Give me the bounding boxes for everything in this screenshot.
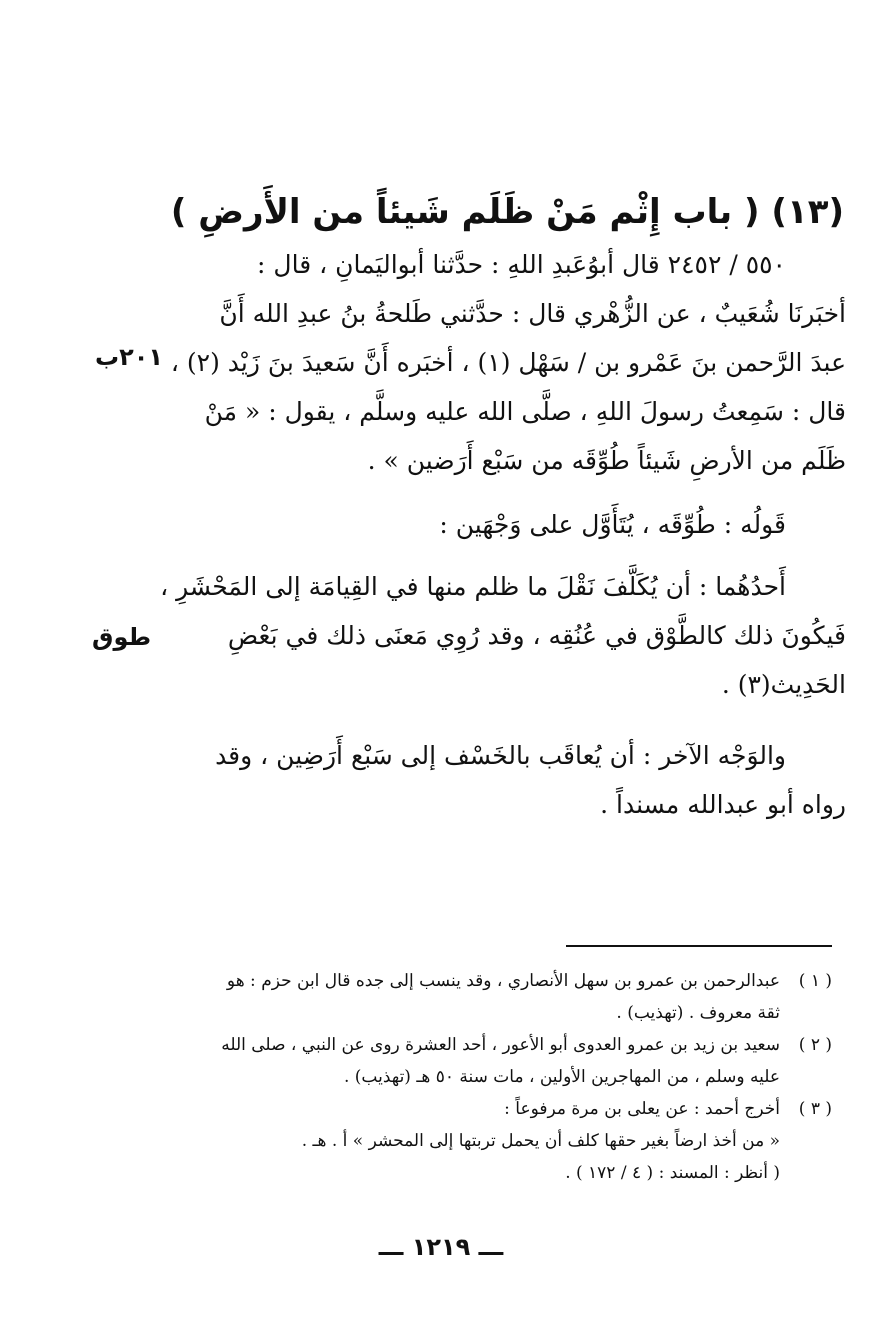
- footnote-text: [132, 1093, 780, 1189]
- second-interpretation: [86, 731, 846, 829]
- hadith-line: قال : سَمِعتُ رسولَ اللهِ ، صلَّى الله عليه وسلَّم ، يقول : « مَنْ: [204, 397, 846, 426]
- footnote-line: عبدالرحمن بن عمرو بن سهل الأنصاري ، وقد ينسب إلى جده قال ابن حزم : هو: [226, 971, 780, 991]
- hadith-line: عبدَ الرَّحمن بنَ عَمْرو بن / سَهْل (١) ، أخبَره أَنَّ سَعيدَ بنَ زَيْد (٢) ،: [170, 348, 846, 377]
- commentary-question: [86, 500, 846, 549]
- footnote-line: ( أنظر : المسند : ( ٤ / ١٧٢ ) .: [565, 1163, 780, 1183]
- footnote: [132, 1029, 832, 1093]
- footnote-number: ( ١ ): [798, 971, 832, 991]
- footnote-line: عليه وسلم ، من المهاجرين الأولين ، مات سنة ٥٠ هـ (تهذيب) .: [343, 1067, 780, 1087]
- hadith-line: ٥٥٠ / ٢٤٥٢ قال أبوُعَبدِ اللهِ : حدَّثنا أبواليَمانِ ، قال :: [257, 250, 786, 279]
- footnote: [132, 965, 832, 1029]
- footnote-line: أخرج أحمد : عن يعلى بن مرة مرفوعاً :: [504, 1099, 780, 1119]
- footnote-number: ( ٣ ): [798, 1099, 832, 1119]
- chapter-heading: (١٣) ( باب إِثْم مَنْ ظَلَم شَيئاً من الأَرضِ ): [170, 192, 844, 232]
- page-number: ـــ ١٢١٩ ـــ: [378, 1233, 504, 1261]
- footnotes: [132, 965, 832, 1189]
- hadith-text: [86, 240, 846, 485]
- question-line: قَولُه : طُوِّقَه ، يُتَأَوَّل على وَجْهَين :: [439, 510, 786, 539]
- footnote-line: سعيد بن زيد بن عمرو العدوى أبو الأعور ، أحد العشرة روى عن النبي ، صلى الله: [221, 1035, 780, 1055]
- margin-folio-note: ٢٠١ب: [95, 343, 164, 371]
- interpretation-line: رواه أبو عبدالله مسنداً .: [600, 790, 846, 819]
- interpretation-line: أَحدُهُما : أن يُكَلَّفَ نَقْلَ ما ظلم منها في القِيامَة إلى المَحْشَرِ ،: [160, 572, 786, 601]
- footnote-number: ( ٢ ): [798, 1035, 832, 1055]
- footnote-line: ثقة معروف . (تهذيب) .: [616, 1003, 780, 1023]
- interpretation-line: فَيكُونَ ذلك كالطَّوْق في عُنُقِه ، وقد رُوِي مَعنَى ذلك في بَعْضِ: [227, 621, 846, 650]
- hadith-line: أخبَرنَا شُعَيبٌ ، عن الزُّهْري قال : حدَّثني طَلحةُ بنُ عبدِ الله أَنَّ: [219, 299, 846, 328]
- footnote-line: « من أخذ ارضاً بغير حقها كلف أن يحمل تربتها إلى المحشر » أ . هـ .: [301, 1131, 780, 1151]
- footnote-text: [132, 965, 780, 1029]
- margin-keyword-note: طوق: [92, 623, 152, 651]
- footnote-divider: [566, 945, 832, 947]
- interpretation-line: الحَدِيث(٣) .: [721, 670, 846, 699]
- footnote: [132, 1093, 832, 1189]
- interpretation-line: والوَجْه الآخر : أن يُعاقَب بالخَسْف إلى سَبْع أَرَضِين ، وقد: [215, 741, 786, 770]
- hadith-line: ظَلَم من الأرضِ شَيئاً طُوِّقَه من سَبْع أَرَضين » .: [367, 446, 846, 475]
- first-interpretation: [86, 562, 846, 709]
- footnote-text: [132, 1029, 780, 1093]
